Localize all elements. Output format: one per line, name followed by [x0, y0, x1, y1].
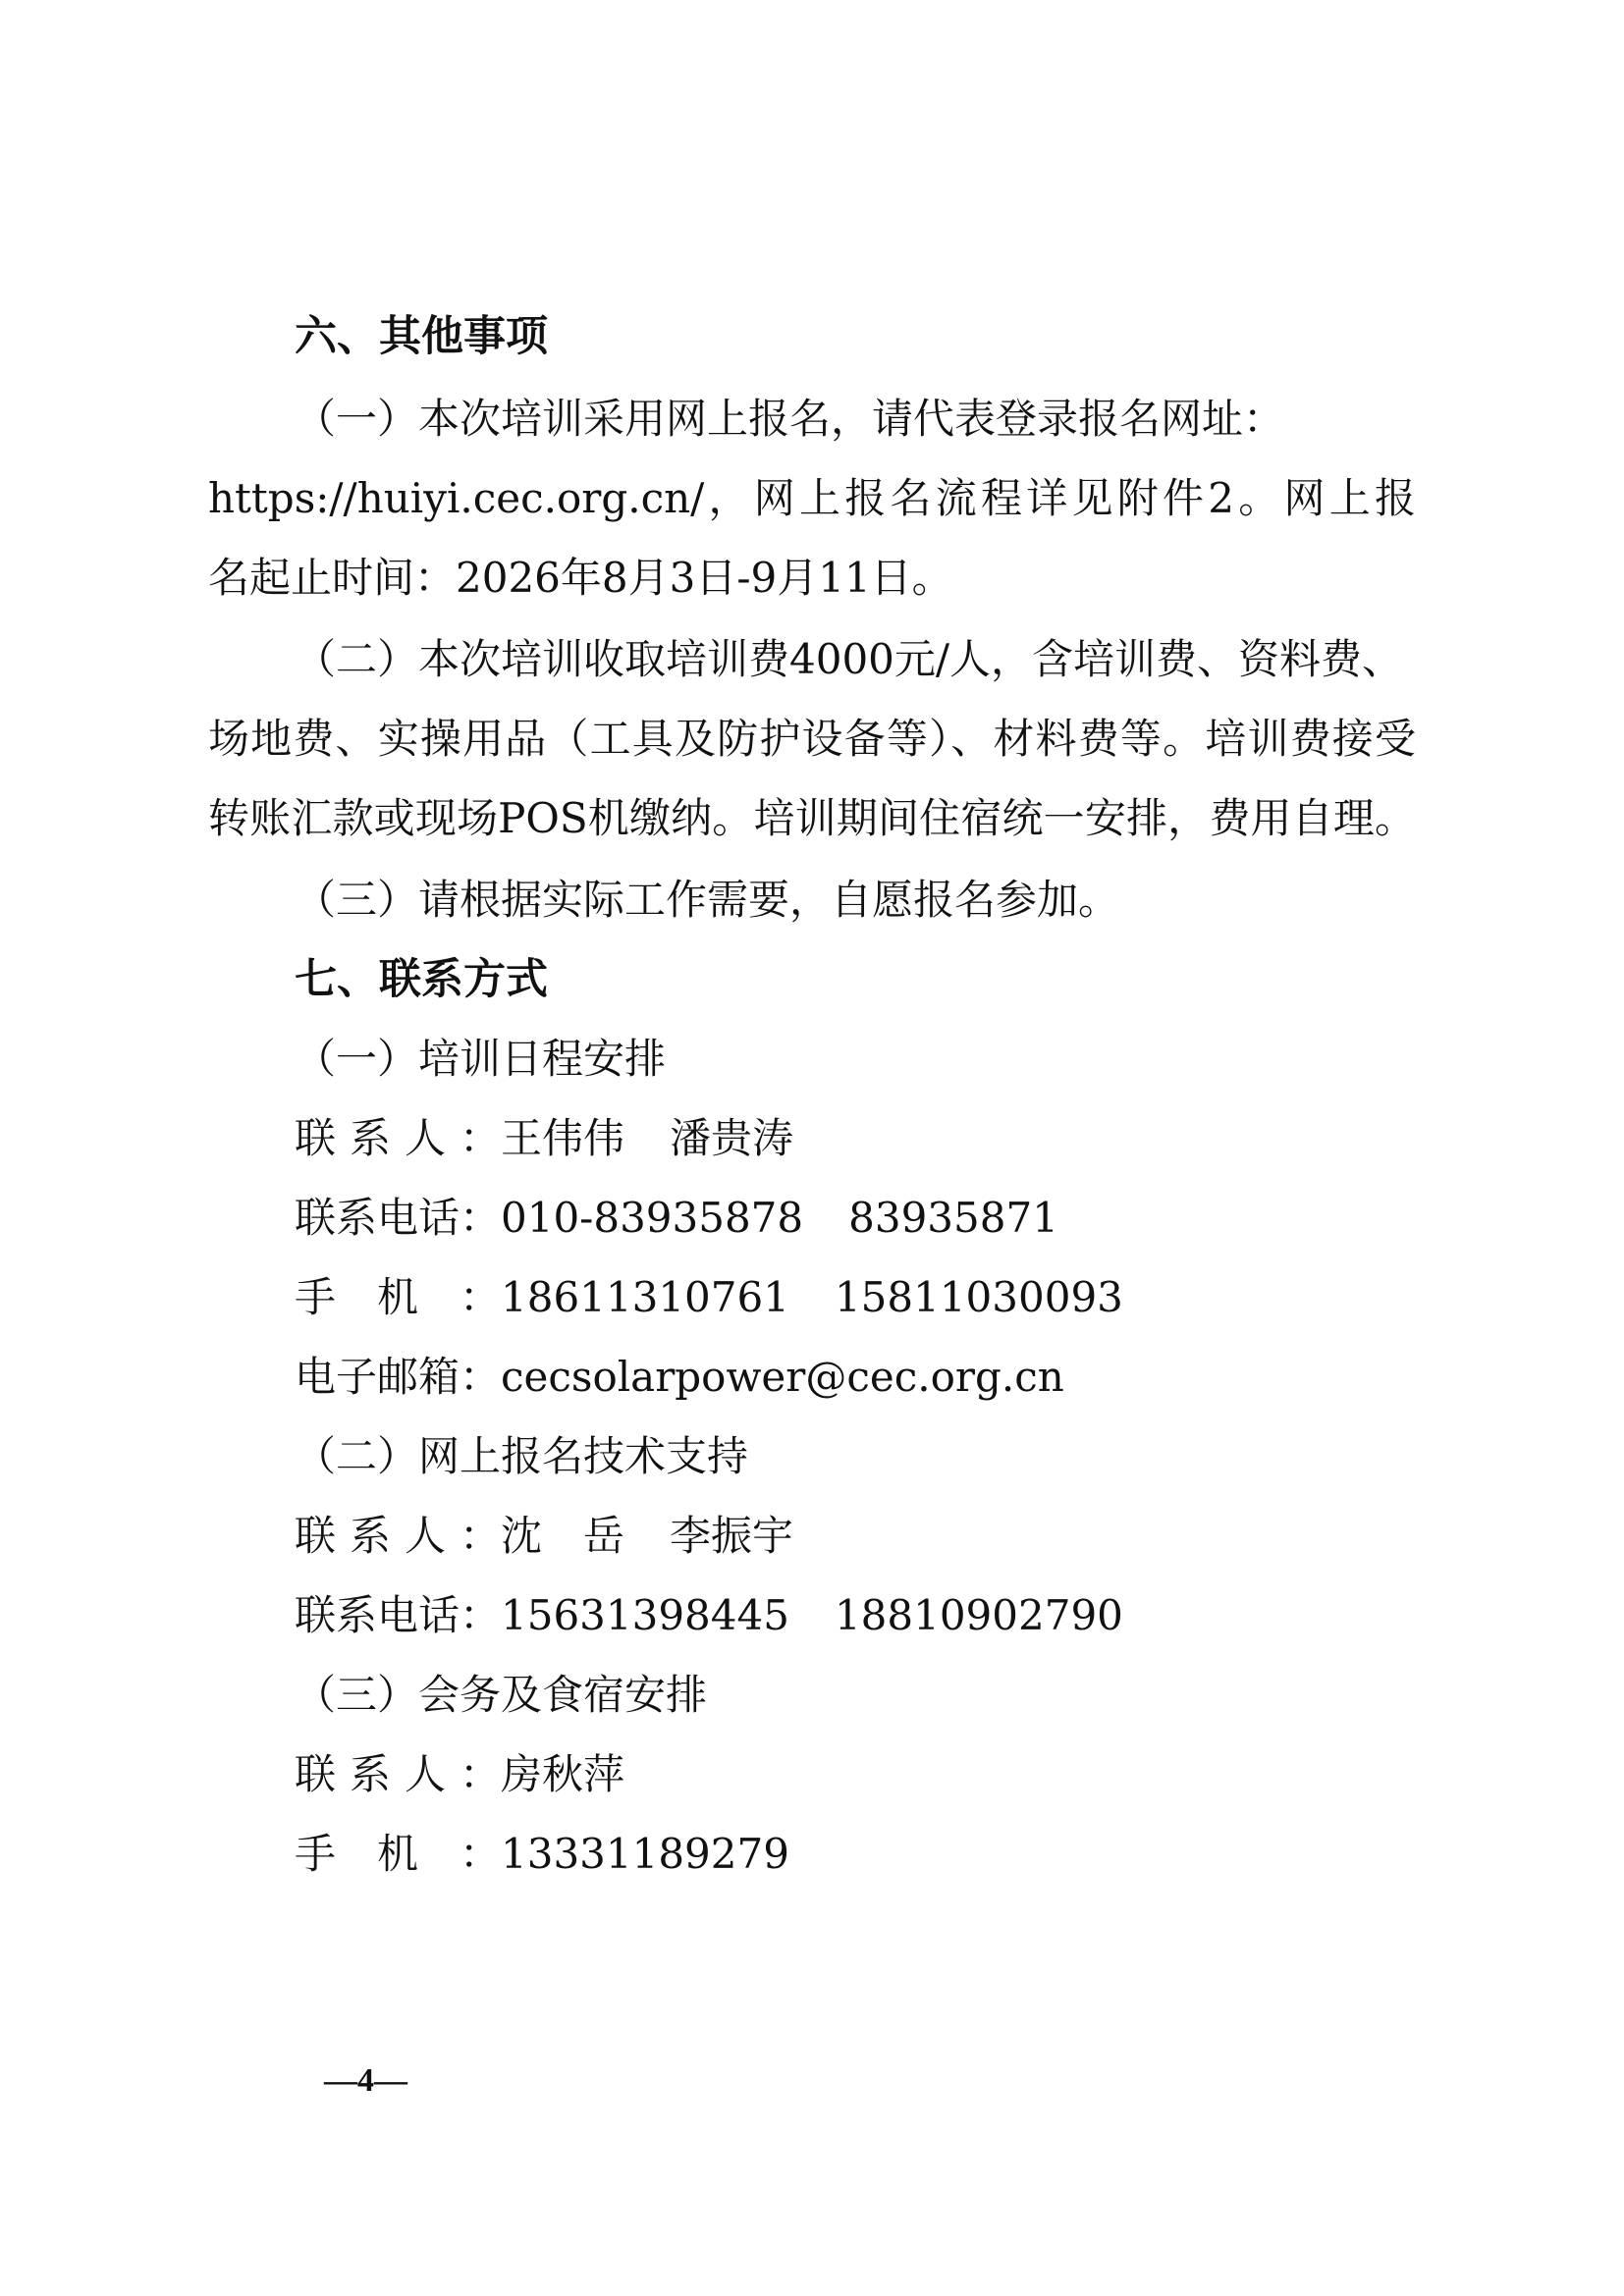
contact-person-name: 李振宇: [670, 1512, 794, 1560]
section-6-para-2-line-1: （二）本次培训收取培训费4000元/人，含培训费、资料费、: [295, 635, 1404, 683]
contact-person-name: 房秋萍: [501, 1750, 625, 1798]
section-6-para-2-line-3: 转账汇款或现场POS机缴纳。培训期间住宿统一安排，费用自理。: [208, 794, 1416, 842]
phone-label: 联系电话：: [295, 1194, 502, 1242]
section-6-para-1-line-2: https://huiyi.cec.org.cn/，网上报名流程详见附件2。网上报: [208, 474, 1416, 522]
contact-group-3-person-row: [295, 1745, 624, 1804]
section-6-para-2-line-2: 场地费、实操用品（工具及防护设备等）、材料费等。培训费接受: [208, 715, 1416, 763]
section-6-para-1-line-3: 名起止时间：2026年8月3日-9月11日。: [208, 554, 953, 602]
phone-label: 联系电话：: [295, 1591, 502, 1639]
phone-number: 83935871: [848, 1194, 1058, 1242]
contact-person-label: 联系人：: [295, 1114, 501, 1162]
page-number: —4—: [324, 2062, 407, 2099]
contact-group-1-email-row: [295, 1348, 1064, 1407]
contact-person-label: 联系人：: [295, 1512, 501, 1560]
section-7-heading: 七、联系方式: [295, 955, 548, 1004]
section-6-heading: 六、其他事项: [295, 312, 548, 361]
contact-group-2-person-row: [295, 1507, 793, 1566]
mobile-number: 15811030093: [834, 1273, 1123, 1321]
phone-number: 15631398445: [501, 1591, 789, 1639]
contact-group-1-phone-row: [295, 1189, 1058, 1248]
phone-number: 010-83935878: [501, 1194, 804, 1242]
mobile-number: 18611310761: [501, 1273, 789, 1321]
email-address[interactable]: cecsolarpower@cec.org.cn: [501, 1353, 1064, 1401]
contact-person-name: 潘贵涛: [670, 1114, 794, 1162]
mobile-label: 手机：: [295, 1273, 501, 1321]
email-label: 电子邮箱：: [295, 1353, 502, 1401]
contact-person-name: 沈 岳: [501, 1512, 625, 1560]
contact-group-1-mobile-row: [295, 1268, 1123, 1327]
section-6-para-3: （三）请根据实际工作需要，自愿报名参加。: [295, 876, 1120, 924]
contact-group-1-person-row: [295, 1109, 793, 1168]
phone-number: 18810902790: [834, 1591, 1123, 1639]
contact-person-name: 王伟伟: [501, 1114, 625, 1162]
contact-group-3-mobile-row: [295, 1825, 789, 1884]
contact-group-2-title: （二）网上报名技术支持: [295, 1432, 749, 1480]
mobile-label: 手机：: [295, 1830, 501, 1878]
mobile-number: 13331189279: [501, 1830, 789, 1878]
contact-group-1-title: （一）培训日程安排: [295, 1035, 667, 1083]
contact-group-2-phone-row: [295, 1586, 1123, 1645]
contact-group-3-title: （三）会务及食宿安排: [295, 1671, 708, 1719]
section-6-para-1-line-1: （一）本次培训采用网上报名，请代表登录报名网址：: [295, 395, 1285, 443]
contact-person-label: 联系人：: [295, 1750, 501, 1798]
